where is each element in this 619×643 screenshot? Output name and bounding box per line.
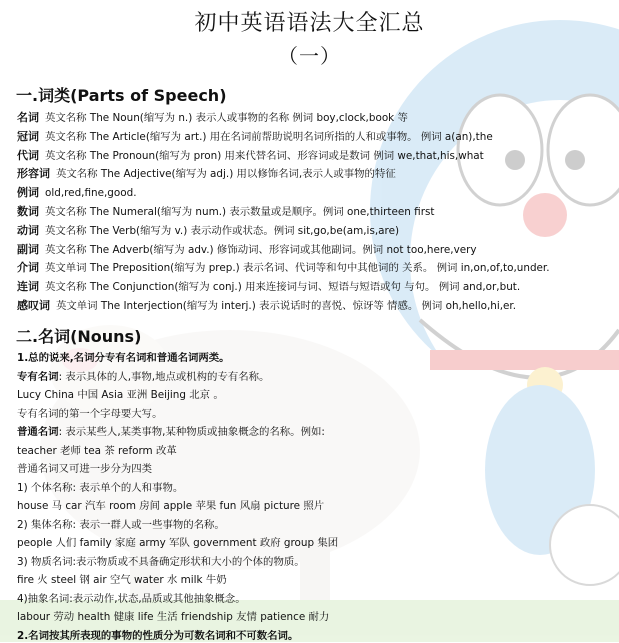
pos-description: 英文名称 The Noun(缩写为 n.) 表示人或事物的名称 例词 boy,clock,book 等 [45, 112, 408, 124]
pos-entry [17, 280, 520, 294]
pos-entry [17, 186, 137, 200]
noun-line-text: house 马 car 汽车 room 房间 apple 苹果 fun 风扇 picture 照片 [17, 500, 325, 512]
noun-line [17, 370, 269, 384]
noun-line [17, 462, 152, 476]
section-heading-parts-of-speech: 一.词类(Parts of Speech) [16, 86, 227, 105]
noun-line-label: 1.总的说来,名词分专有名词和普通名词两类。 [17, 352, 230, 364]
noun-line-text: : 表示具体的人,事物,地点或机构的专有名称。 [58, 370, 270, 383]
pos-description: 英文名称 The Numeral(缩写为 num.) 表示数量或是顺序。例词 one,thirteen first [45, 206, 435, 218]
noun-line [17, 499, 324, 513]
noun-line [17, 536, 338, 550]
noun-line-text: teacher 老师 tea 茶 reform 改革 [17, 444, 177, 457]
pos-entry [17, 167, 396, 181]
pos-description: 英文名称 The Adjective(缩写为 adj.) 用以修饰名词,表示人或事物的特征 [56, 168, 396, 181]
pos-term: 代词 [17, 148, 39, 162]
pos-description: 英文单词 The Preposition(缩写为 prep.) 表示名词、代词等和句中其他词的 关系。 例词 in,on,of,to,under. [45, 262, 550, 275]
pos-description: 英文名称 The Conjunction(缩写为 conj.) 用来连接词与词、短语与短语或句 与句。 例词 and,or,but. [45, 281, 521, 294]
pos-description: old,red,fine,good. [45, 187, 137, 200]
pos-description: 英文名称 The Adverb(缩写为 adv.) 修饰动词、形容词或其他副词。例词 not too,here,very [45, 243, 477, 256]
pos-entry [17, 261, 550, 275]
noun-line-text: 专有名词的第一个字母要大写。 [17, 407, 163, 420]
pos-term: 连词 [17, 280, 39, 294]
noun-line [17, 444, 177, 458]
noun-line [17, 573, 227, 587]
pos-entry [17, 224, 399, 238]
noun-line [17, 407, 162, 421]
noun-line-label: 2.名词按其所表现的事物的性质分为可数名词和不可数名词。 [17, 629, 299, 642]
pos-description: 英文名称 The Article(缩写为 art.) 用在名词前帮助说明名词所指的人和或事物。 例词 a(an),the [45, 130, 493, 143]
section-heading-nouns: 二.名词(Nouns) [16, 327, 142, 346]
noun-line-text: : 表示某些人,某类事物,某种物质或抽象概念的名称。例如: [58, 426, 325, 438]
noun-line [17, 351, 230, 365]
pos-term: 感叹词 [17, 299, 50, 312]
noun-line [17, 518, 225, 532]
pos-term: 例词 [17, 186, 39, 200]
pos-term: 副词 [17, 242, 39, 256]
noun-line [17, 629, 298, 643]
pos-entry [17, 130, 493, 144]
noun-line-text: Lucy China 中国 Asia 亚洲 Beijing 北京 。 [17, 389, 224, 401]
page-subtitle: （一） [278, 44, 341, 68]
pos-term: 数词 [17, 205, 39, 218]
pos-entry [17, 299, 516, 313]
pos-term: 形容词 [17, 167, 50, 181]
noun-line [17, 555, 305, 569]
noun-line-text: 1) 个体名称: 表示单个的人和事物。 [17, 481, 184, 494]
pos-entry [17, 149, 484, 163]
noun-line [17, 592, 246, 606]
pos-entry [17, 205, 434, 219]
pos-entry [17, 111, 408, 125]
pos-term: 动词 [17, 223, 39, 237]
noun-line [17, 481, 183, 495]
pos-description: 英文名称 The Pronoun(缩写为 pron) 用来代替名词、形容词或是数词 例词 we,that,his,what [45, 149, 484, 162]
noun-line-text: 3) 物质名词:表示物质或不具备确定形状和大小的个体的物质。 [17, 555, 305, 568]
noun-line-text: labour 劳动 health 健康 life 生活 friendship 友情 patience 耐力 [17, 611, 330, 623]
noun-line [17, 425, 325, 439]
noun-line [17, 388, 224, 402]
page-title: 初中英语语法大全汇总 [194, 11, 425, 36]
pos-entry [17, 243, 477, 257]
noun-line-label: 普通名词 [17, 426, 59, 438]
noun-line-text: 普通名词又可进一步分为四类 [17, 463, 153, 475]
noun-line-text: 2) 集体名称: 表示一群人或一些事物的名称。 [17, 518, 225, 531]
noun-line [17, 610, 329, 624]
noun-line-text: 4)抽象名词:表示动作,状态,品质或其他抽象概念。 [17, 592, 246, 605]
pos-term: 名词 [17, 111, 39, 124]
pos-term: 介词 [17, 261, 39, 275]
pos-description: 英文单词 The Interjection(缩写为 interj.) 表示说话时的喜悦、惊讶等 情感。 例词 oh,hello,hi,er. [56, 300, 517, 312]
noun-line-label: 专有名词 [17, 370, 59, 383]
pos-term: 冠词 [17, 129, 39, 143]
noun-line-text: people 人们 family 家庭 army 军队 government 政府 group 集团 [17, 537, 339, 549]
noun-line-text: fire 火 steel 钢 air 空气 water 水 milk 牛奶 [17, 574, 227, 586]
pos-description: 英文名称 The Verb(缩写为 v.) 表示动作或状态。例词 sit,go,be(am,is,are) [45, 224, 400, 237]
